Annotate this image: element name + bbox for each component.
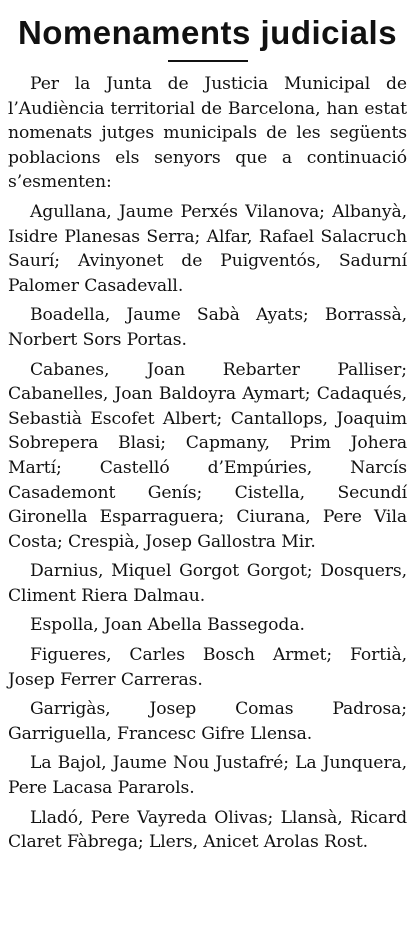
newspaper-column <box>0 14 415 948</box>
appointments-la: La Bajol, Jaume Nou Justafré; La Junquera, Pere Lacasa Pararols. <box>8 753 407 799</box>
appointments-f: Figueres, Carles Bosch Armet; Fortià, Josep Ferrer Carreras. <box>8 645 407 690</box>
appointments-d: Darnius, Miquel Gorgot Gorgot; Dosquers, Climent Riera Dalmau. <box>8 561 407 606</box>
appointments-e: Espolla, Joan Abella Bassegoda. <box>30 615 305 636</box>
appointments-c: Cabanes, Joan Rebarter Palliser; Cabanelles, Joan Baldoyra Aymart; Cadaqués, Sebastià Escofet Albert; Cantallops, Joaquim Sobrepera Blasi; Capmany, Prim Johera Martí; Castelló d’Empúries, Narcís Casademont Genís; Cistella, Secundí Gironella Esparraguera; Ciurana, Pere Vila Costa; Crespià, Josep Gallostra Mir. <box>8 359 407 552</box>
title-divider <box>168 60 248 62</box>
appointments-b: Boadella, Jaume Sabà Ayats; Borrassà, Norbert Sors Portas. <box>8 305 407 350</box>
intro-paragraph: Per la Junta de Justicia Municipal de l’Audiència territorial de Barcelona, han estat nomenats jutges municipals de les següents poblacions els senyors que a continuació s’esmenten: <box>8 74 407 193</box>
article-title: Nomenaments judicials <box>17 14 398 51</box>
appointments-g: Garrigàs, Josep Comas Padrosa; Garriguella, Francesc Gifre Llensa. <box>8 699 407 744</box>
appointments-ll: Lladó, Pere Vayreda Olivas; Llansà, Ricard Claret Fàbrega; Llers, Anicet Arolas Rost. <box>8 807 407 853</box>
appointments-a: Agullana, Jaume Perxés Vilanova; Albanyà, Isidre Planesas Serra; Alfar, Rafael Salacruch Saurí; Avinyonet de Puigventós, Sadurní Palomer Casadevall. <box>8 201 407 296</box>
